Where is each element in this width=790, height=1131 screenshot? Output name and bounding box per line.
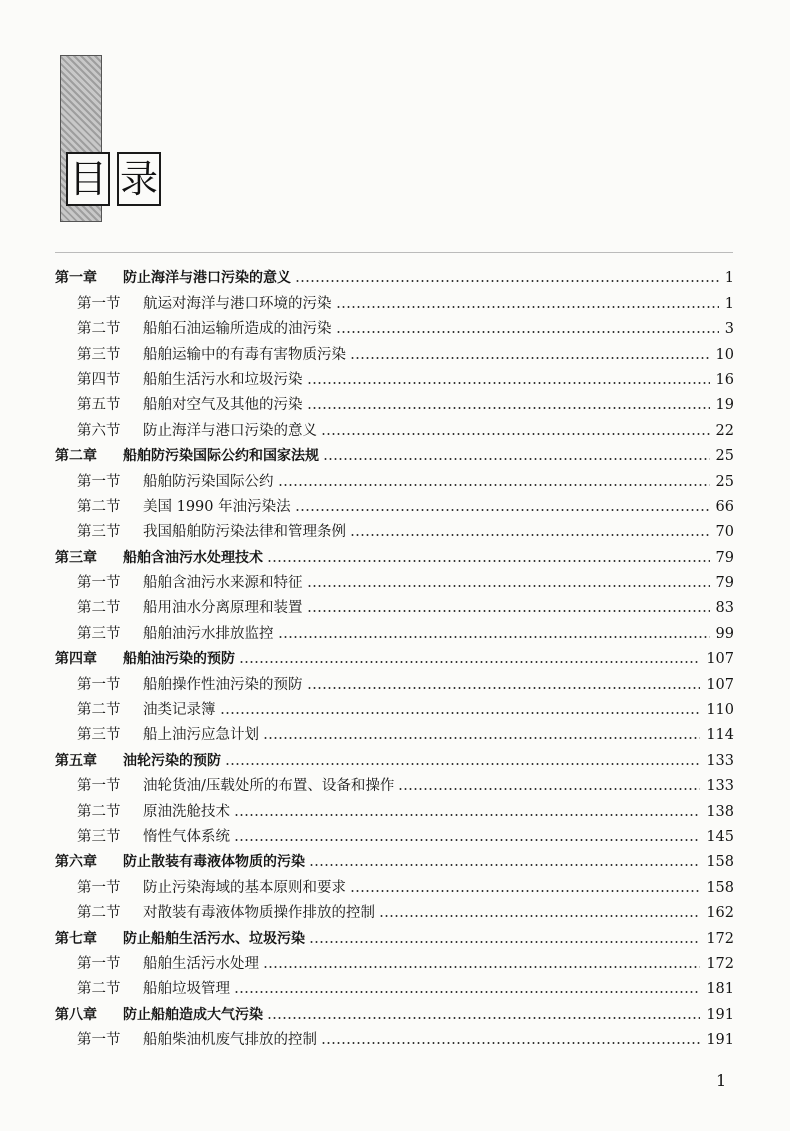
toc-section-row [55, 719, 734, 744]
toc-leader-dots [263, 966, 700, 968]
toc-entry-page: 172 [706, 955, 734, 972]
toc-leader-dots [295, 280, 719, 282]
toc-entry-number: 第三节 [77, 524, 121, 541]
toc-entry-page: 1 [724, 270, 734, 287]
toc-leader-dots [295, 509, 710, 511]
toc-section-row [55, 694, 734, 719]
toc-entry-number: 第四节 [77, 371, 121, 388]
toc-chapter-row [55, 998, 734, 1023]
toc-entry-title: 防止船舶生活污水、垃圾污染 [123, 930, 305, 947]
toc-section-row [55, 364, 734, 389]
toc-leader-dots [225, 763, 700, 765]
toc-entry-number: 第七章 [55, 930, 97, 947]
toc-entry-page: 1 [724, 295, 734, 312]
toc-entry-title: 防止海洋与港口污染的意义 [123, 270, 291, 287]
toc-section-row [55, 491, 734, 516]
toc-section-row [55, 668, 734, 693]
toc-entry-title: 船舶含油污水处理技术 [123, 549, 263, 566]
toc-entry-page: 107 [706, 651, 734, 668]
toc-leader-dots [323, 458, 710, 460]
toc-section-row [55, 617, 734, 642]
toc-entry-page: 191 [706, 1006, 734, 1023]
toc-leader-dots [278, 484, 710, 486]
toc-leader-dots [234, 814, 700, 816]
toc-chapter-row [55, 643, 734, 668]
toc-section-row [55, 871, 734, 896]
toc-entry-title: 船舶防污染国际公约 [143, 473, 274, 490]
toc-entry-number: 第一节 [77, 1032, 121, 1049]
toc-leader-dots [321, 1042, 700, 1044]
toc-leader-dots [307, 382, 710, 384]
toc-section-row [55, 338, 734, 363]
toc-leader-dots [220, 712, 701, 714]
toc-entry-title: 我国船舶防污染法律和管理条例 [143, 524, 346, 541]
header-rule [55, 252, 733, 253]
toc-entry-title: 防止散装有毒液体物质的污染 [123, 854, 305, 871]
toc-chapter-row [55, 846, 734, 871]
toc-entry-title: 惰性气体系统 [143, 828, 230, 845]
toc-section-row [55, 389, 734, 414]
toc-entry-page: 10 [715, 346, 734, 363]
toc-entry-page: 79 [715, 549, 734, 566]
toc-leader-dots [321, 433, 710, 435]
toc-entry-page: 70 [715, 524, 734, 541]
toc-entry-number: 第二节 [77, 321, 121, 338]
toc-leader-dots [379, 915, 700, 917]
toc-chapter-row [55, 922, 734, 947]
toc-section-row [55, 465, 734, 490]
toc-entry-number: 第一节 [77, 879, 121, 896]
toc-section-row [55, 516, 734, 541]
toc-entry-page: 79 [715, 575, 734, 592]
toc-entry-number: 第八章 [55, 1006, 97, 1023]
toc-section-row [55, 287, 734, 312]
toc-section-row [55, 897, 734, 922]
toc-entry-title: 船舶油污染的预防 [123, 651, 235, 668]
toc-leader-dots [267, 560, 710, 562]
toc-entry-page: 158 [706, 879, 734, 896]
toc-leader-dots [350, 890, 700, 892]
toc-entry-page: 16 [715, 371, 734, 388]
toc-leader-dots [278, 636, 710, 638]
toc-entry-number: 第三节 [77, 625, 121, 642]
toc-entry-title: 船舶对空气及其他的污染 [143, 397, 303, 414]
toc-entry-number: 第一节 [77, 676, 121, 693]
toc-entry-number: 第一节 [77, 473, 121, 490]
toc-entry-title: 船舶防污染国际公约和国家法规 [123, 448, 319, 465]
toc-entry-page: 25 [715, 448, 734, 465]
toc-entry-title: 油轮货油/压载处所的布置、设备和操作 [143, 778, 395, 795]
toc-entry-title: 原油洗舱技术 [143, 803, 230, 820]
toc-leader-dots [309, 941, 700, 943]
toc-leader-dots [267, 1017, 700, 1019]
toc-section-row [55, 795, 734, 820]
heading-char-lu: 录 [117, 152, 161, 206]
toc-section-row [55, 1024, 734, 1049]
toc-chapter-row [55, 440, 734, 465]
toc-entry-number: 第一节 [77, 955, 121, 972]
toc-entry-number: 第一章 [55, 270, 97, 287]
toc-entry-page: 25 [715, 473, 734, 490]
toc-entry-page: 133 [706, 778, 734, 795]
toc-entry-page: 107 [706, 676, 734, 693]
toc-entry-page: 99 [715, 625, 734, 642]
toc-entry-page: 181 [706, 981, 734, 998]
toc-entry-page: 138 [706, 803, 734, 820]
toc-entry-number: 第二节 [77, 600, 121, 617]
toc-entry-number: 第二节 [77, 905, 121, 922]
toc-leader-dots [307, 687, 701, 689]
toc-leader-dots [307, 585, 710, 587]
toc-leader-dots [234, 991, 700, 993]
toc-entry-title: 防止污染海域的基本原则和要求 [143, 879, 346, 896]
toc-entry-page: 145 [706, 828, 734, 845]
toc-entry-number: 第二章 [55, 448, 97, 465]
heading-char-mu: 目 [66, 152, 110, 206]
toc-entry-title: 对散装有毒液体物质操作排放的控制 [143, 905, 375, 922]
toc-entry-page: 158 [706, 854, 734, 871]
toc-entry-title: 船舶运输中的有毒有害物质污染 [143, 346, 346, 363]
toc-leader-dots [263, 737, 700, 739]
toc-entry-title: 船舶柴油机废气排放的控制 [143, 1032, 317, 1049]
toc-entry-title: 防止船舶造成大气污染 [123, 1006, 263, 1023]
toc-entry-page: 172 [706, 930, 734, 947]
toc-entry-page: 191 [706, 1032, 734, 1049]
toc-entry-page: 110 [706, 702, 734, 719]
toc-entry-page: 22 [715, 422, 734, 439]
toc-entry-page: 83 [715, 600, 734, 617]
toc-leader-dots [307, 407, 710, 409]
toc-entry-number: 第一节 [77, 778, 121, 795]
toc-leader-dots [350, 357, 710, 359]
toc-entry-title: 船用油水分离原理和装置 [143, 600, 303, 617]
toc-entry-title: 航运对海洋与港口环境的污染 [143, 295, 332, 312]
toc-entry-title: 油轮污染的预防 [123, 752, 221, 769]
toc-section-row [55, 592, 734, 617]
toc-leader-dots [336, 306, 719, 308]
toc-entry-number: 第五节 [77, 397, 121, 414]
toc-entry-number: 第二节 [77, 498, 121, 515]
toc-entry-number: 第三节 [77, 727, 121, 744]
toc-section-row [55, 414, 734, 439]
toc-section-row [55, 567, 734, 592]
toc-section-row [55, 821, 734, 846]
toc-entry-title: 船上油污应急计划 [143, 727, 259, 744]
toc-section-row [55, 770, 734, 795]
toc-entry-number: 第一节 [77, 575, 121, 592]
toc-leader-dots [336, 331, 719, 333]
toc-entry-number: 第三章 [55, 549, 97, 566]
toc-entry-number: 第二节 [77, 702, 121, 719]
toc-entry-number: 第三节 [77, 346, 121, 363]
toc-section-row [55, 313, 734, 338]
toc-chapter-row [55, 262, 734, 287]
toc-entry-title: 船舶石油运输所造成的油污染 [143, 321, 332, 338]
toc-entry-title: 船舶垃圾管理 [143, 981, 230, 998]
toc-chapter-row [55, 744, 734, 769]
toc-entry-title: 美国 1990 年油污染法 [143, 498, 291, 515]
toc-section-row [55, 973, 734, 998]
page-number: 1 [716, 1071, 727, 1090]
toc-entry-title: 船舶生活污水处理 [143, 955, 259, 972]
toc-entry-page: 114 [706, 727, 734, 744]
toc-leader-dots [307, 610, 710, 612]
toc-entry-title: 船舶操作性油污染的预防 [143, 676, 303, 693]
toc-entry-page: 19 [715, 397, 734, 414]
toc-entry-page: 3 [724, 321, 734, 338]
toc-leader-dots [398, 788, 700, 790]
toc-entry-title: 船舶油污水排放监控 [143, 625, 274, 642]
toc-entry-number: 第四章 [55, 651, 97, 668]
toc-leader-dots [234, 839, 700, 841]
table-of-contents [55, 262, 734, 1049]
toc-leader-dots [309, 864, 700, 866]
toc-entry-page: 162 [706, 905, 734, 922]
toc-leader-dots [350, 534, 710, 536]
toc-section-row [55, 948, 734, 973]
toc-chapter-row [55, 541, 734, 566]
toc-entry-page: 133 [706, 752, 734, 769]
toc-entry-number: 第六节 [77, 422, 121, 439]
toc-leader-dots [239, 661, 700, 663]
toc-entry-number: 第二节 [77, 803, 121, 820]
toc-entry-title: 防止海洋与港口污染的意义 [143, 422, 317, 439]
toc-entry-number: 第五章 [55, 752, 97, 769]
toc-entry-number: 第六章 [55, 854, 97, 871]
toc-entry-title: 油类记录簿 [143, 702, 216, 719]
toc-entry-number: 第二节 [77, 981, 121, 998]
toc-entry-number: 第三节 [77, 828, 121, 845]
toc-entry-page: 66 [715, 498, 734, 515]
toc-entry-title: 船舶含油污水来源和特征 [143, 575, 303, 592]
toc-entry-title: 船舶生活污水和垃圾污染 [143, 371, 303, 388]
toc-entry-number: 第一节 [77, 295, 121, 312]
